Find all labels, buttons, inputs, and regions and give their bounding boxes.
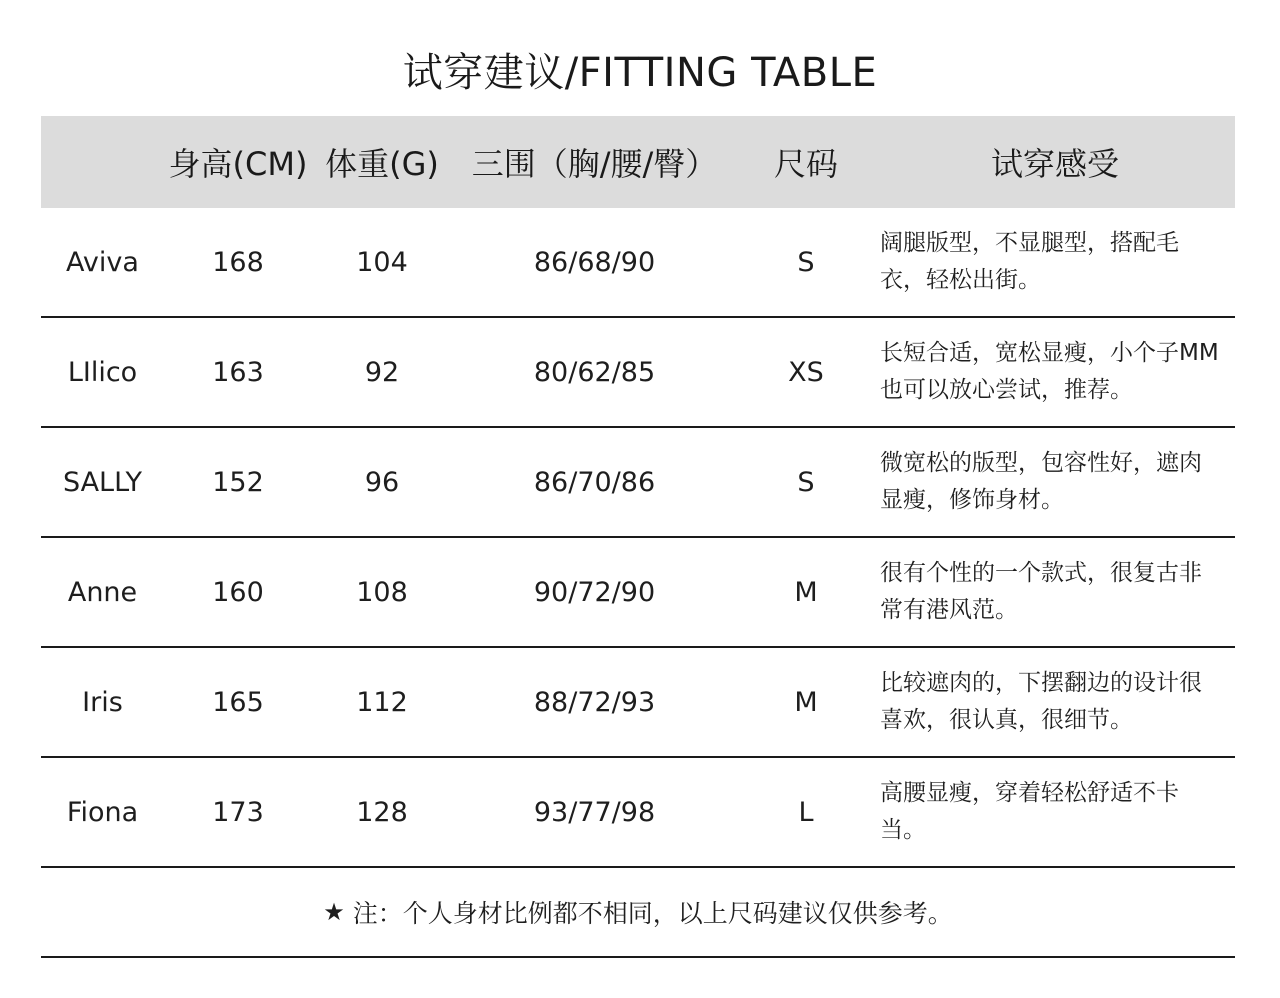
cell-size: M [794,686,818,718]
cell-measurements: 86/68/90 [533,246,656,278]
cell-height: 168 [212,246,264,278]
cell-size: XS [788,356,824,388]
table-row [41,428,1235,538]
cell-name: Aviva [66,246,139,278]
cell-name: SALLY [62,466,143,498]
cell-name: LIlico [67,356,138,388]
cell-weight: 112 [356,686,408,718]
cell-size: S [797,246,815,278]
cell-height: 163 [212,356,264,388]
table-row [41,648,1235,758]
cell-measurements: 93/77/98 [533,796,656,828]
cell-height: 160 [212,576,264,608]
table-row [41,538,1235,648]
cell-feedback: 比较遮肉的，下摆翻边的设计很喜欢，很认真，很细节。 [880,670,1202,733]
cell-name: Fiona [66,796,139,828]
header-weight: 体重(G) [325,145,439,183]
cell-height: 165 [212,686,264,718]
cell-weight: 104 [356,246,408,278]
cell-height: 173 [212,796,264,828]
cell-measurements: 80/62/85 [533,356,656,388]
cell-weight: 108 [356,576,408,608]
cell-size: S [797,466,815,498]
cell-feedback: 很有个性的一个款式，很复古非常有港风范。 [880,560,1202,623]
table-row [41,208,1235,318]
cell-measurements: 86/70/86 [533,466,656,498]
header-size: 尺码 [773,145,838,183]
cell-feedback: 阔腿版型，不显腿型，搭配毛衣，轻松出街。 [880,230,1179,293]
page-title: 试穿建议/FITTING TABLE [402,50,878,96]
cell-measurements: 88/72/93 [533,686,656,718]
cell-weight: 96 [364,466,400,498]
cell-feedback: 长短合适，宽松显瘦，小个子MM也可以放心尝试，推荐。 [880,340,1219,403]
cell-name: Anne [67,576,138,608]
footnote-text: 注：个人身材比例都不相同，以上尺码建议仅供参考。 [352,899,953,928]
table-row [41,318,1235,428]
cell-feedback: 高腰显瘦，穿着轻松舒适不卡当。 [880,780,1179,843]
cell-size: M [794,576,818,608]
cell-weight: 128 [356,796,408,828]
footnote [41,868,1235,958]
cell-size: L [798,796,814,828]
header-measurements: 三围（胸/腰/臀） [471,145,718,183]
cell-height: 152 [212,466,264,498]
cell-feedback: 微宽松的版型，包容性好，遮肉显瘦，修饰身材。 [880,450,1202,513]
header-height: 身高(CM) [168,145,308,183]
cell-name: Iris [82,686,123,718]
cell-weight: 92 [364,356,400,388]
header-feedback: 试穿感受 [990,145,1119,183]
table-row [41,758,1235,868]
star-icon: ★ [323,898,345,926]
fitting-table [41,116,1235,958]
table-header [41,116,1235,208]
cell-measurements: 90/72/90 [533,576,656,608]
